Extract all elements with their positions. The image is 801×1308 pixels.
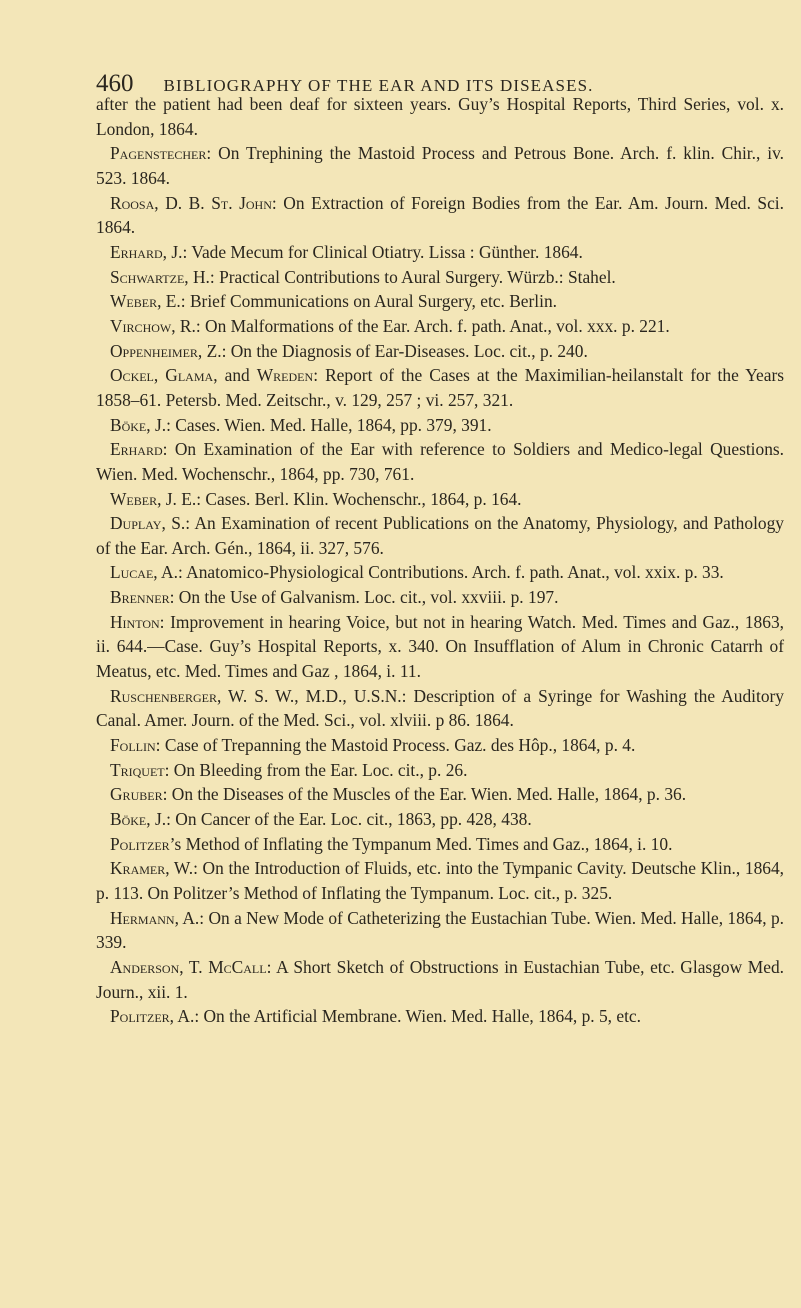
bibliography-entry	[96, 906, 784, 955]
bibliography-entry	[96, 511, 784, 560]
citation-text: , J.: Cases. Wien. Med. Halle, 1864, pp. 379, 391.	[146, 414, 492, 435]
bibliography-entry	[96, 92, 784, 141]
author-name: Hinton	[110, 611, 160, 632]
author-name: Pagenstecher	[110, 143, 207, 164]
citation-text: : On Extraction of Foreign Bodies from the Ear. Am. Journ. Med. Sci. 1864.	[96, 192, 784, 238]
bibliography-entry	[96, 289, 784, 314]
author-name: Brenner	[110, 587, 170, 608]
bibliography-entry	[96, 314, 784, 339]
bibliography-entry	[96, 413, 784, 438]
bibliography-entry	[96, 585, 784, 610]
bibliography-entry	[96, 782, 784, 807]
citation-text: , and	[213, 365, 257, 386]
citation-text: , Z.: On the Diagnosis of Ear-Diseases. Loc. cit., p. 240.	[197, 340, 588, 361]
author-name: Follin	[110, 735, 156, 756]
citation-text: , H.: Practical Contributions to Aural Surgery. Würzb.: Stahel.	[184, 266, 616, 287]
citation-text: , E.: Brief Communications on Aural Surgery, etc. Berlin.	[157, 291, 558, 312]
author-name: Böke	[110, 414, 147, 435]
bibliography-entry	[96, 733, 784, 758]
author-name: Gruber	[110, 784, 163, 805]
bibliography-entry	[96, 560, 784, 585]
citation-text: : Case of Trepanning the Mastoid Process. Gaz. des Hôp., 1864, p. 4.	[155, 735, 636, 756]
citation-text: , A.: Anatomico-Physiological Contributions. Arch. f. path. Anat., vol. xxix. p. 33.	[153, 562, 724, 583]
citation-text: , J.: On Cancer of the Ear. Loc. cit., 1863, pp. 428, 438.	[146, 809, 532, 830]
author-name: Lucae	[110, 562, 154, 583]
author-name: Roosa	[110, 192, 155, 213]
citation-text: ,	[153, 365, 166, 386]
author-name: Hermann	[110, 907, 175, 928]
bibliography-entry	[96, 191, 784, 240]
citation-text: : On Bleeding from the Ear. Loc. cit., p. 26.	[164, 759, 468, 780]
citation-text: : On the Use of Galvanism. Loc. cit., vol. xxviii. p. 197.	[169, 587, 559, 608]
bibliography-entry	[96, 758, 784, 783]
citation-text: ’s Method of Inflating the Tympanum Med. Times and Gaz., 1864, i. 10.	[169, 833, 673, 854]
bibliography-entry	[96, 265, 784, 290]
page-number: 460	[96, 70, 134, 97]
citation-text: , J.: Vade Mecum for Clinical Otiatry. Lissa : Günther. 1864.	[162, 241, 583, 262]
citation-text: , W. S. W., M.D., U.S.N.: Description of a Syringe for Washing the Auditory Canal. Amer. Journ. of the Med. Sci., vol. xlviii. p 86. 1864.	[96, 685, 784, 731]
citation-text: after the patient had been deaf for sixteen years. Guy’s Hospital Reports, Third Series, vol. x. London, 1864.	[96, 94, 784, 139]
bibliography-entry	[96, 339, 784, 364]
citation-text: , R.: On Malformations of the Ear. Arch. f. path. Anat., vol. xxx. p. 221.	[171, 315, 670, 336]
citation-text: : On Examination of the Ear with reference to Soldiers and Medico-legal Questions. Wien. Med. Wochenschr., 1864, pp. 730, 761.	[96, 439, 784, 484]
citation-text: , J. E.: Cases. Berl. Klin. Wochenschr., 1864, p. 164.	[157, 488, 522, 509]
bibliography-entry	[96, 684, 784, 733]
bibliography-entry	[96, 240, 784, 265]
citation-text: , D. B.	[154, 192, 212, 213]
bibliography-list	[96, 92, 784, 1029]
bibliography-entry	[96, 363, 784, 412]
author-name: Schwartze	[110, 266, 185, 287]
author-name: Duplay	[110, 513, 162, 534]
citation-text: : Report of the Cases at the Maximilian-heilanstalt for the Years 1858–61. Petersb. Med. Zeitschr., v. 129, 257 ; vi. 257, 321.	[96, 365, 785, 410]
bibliography-entry	[96, 487, 784, 512]
bibliography-entry	[96, 437, 784, 486]
author-name: Kramer	[110, 858, 166, 879]
author-name: Ruschenberger	[110, 685, 217, 706]
author-name: Oppenheimer	[110, 340, 198, 361]
citation-text: : A Short Sketch of Obstructions in Eustachian Tube, etc. Glasgow Med. Journ., xii. 1.	[96, 956, 784, 1002]
author-name: Weber	[110, 291, 158, 312]
bibliography-entry	[96, 1004, 784, 1029]
author-name: Politzer	[110, 1006, 170, 1027]
author-name: St. John	[211, 192, 272, 213]
author-name: Ockel	[110, 365, 154, 386]
author-name: Triquet	[110, 759, 165, 780]
citation-text: , W.: On the Introduction of Fluids, etc. into the Tympanic Cavity. Deutsche Klin., 1864, p. 113. On Politzer’s Method of Inflating the Tympanum. Loc. cit., p. 325.	[96, 858, 784, 903]
page-title: BIBLIOGRAPHY OF THE EAR AND ITS DISEASES.	[163, 76, 594, 95]
author-name: Erhard	[110, 241, 163, 262]
author-name: Weber	[110, 488, 158, 509]
author-name: Wreden	[256, 365, 314, 386]
bibliography-entry	[96, 832, 784, 857]
bibliography-entry	[96, 141, 784, 190]
citation-text: , S.: An Examination of recent Publications on the Anatomy, Physiology, and Pathology of the Ear. Arch. Gén., 1864, ii. 327, 576.	[96, 513, 784, 558]
citation-text: : On Trephining the Mastoid Process and Petrous Bone. Arch. f. klin. Chir., iv. 523. 1864.	[96, 143, 784, 188]
author-name: Glama	[165, 365, 214, 386]
author-name: Erhard	[110, 439, 163, 460]
author-name: McCall	[208, 956, 267, 977]
bibliography-entry	[96, 856, 784, 905]
bibliography-entry	[96, 610, 784, 684]
citation-text: : On the Diseases of the Muscles of the Ear. Wien. Med. Halle, 1864, p. 36.	[162, 784, 687, 805]
author-name: Virchow	[110, 315, 172, 336]
bibliography-entry	[96, 807, 784, 832]
citation-text: , A.: On a New Mode of Catheterizing the Eustachian Tube. Wien. Med. Halle, 1864, p. 339.	[96, 907, 784, 953]
citation-text: , T.	[179, 956, 209, 977]
author-name: Anderson	[110, 956, 180, 977]
citation-text: : Improvement in hearing Voice, but not in hearing Watch. Med. Times and Gaz., 1863, ii. 644.—Case. Guy’s Hospital Reports, x. 340. On Insufflation of Alum in Chronic Catarrh of Meatus, etc. Med. Times and Gaz , 1864, i. 11.	[96, 611, 784, 682]
citation-text: , A.: On the Artificial Membrane. Wien. Med. Halle, 1864, p. 5, etc.	[169, 1006, 641, 1027]
bibliography-entry	[96, 955, 784, 1004]
author-name: Böke	[110, 809, 147, 830]
author-name: Politzer	[110, 833, 170, 854]
